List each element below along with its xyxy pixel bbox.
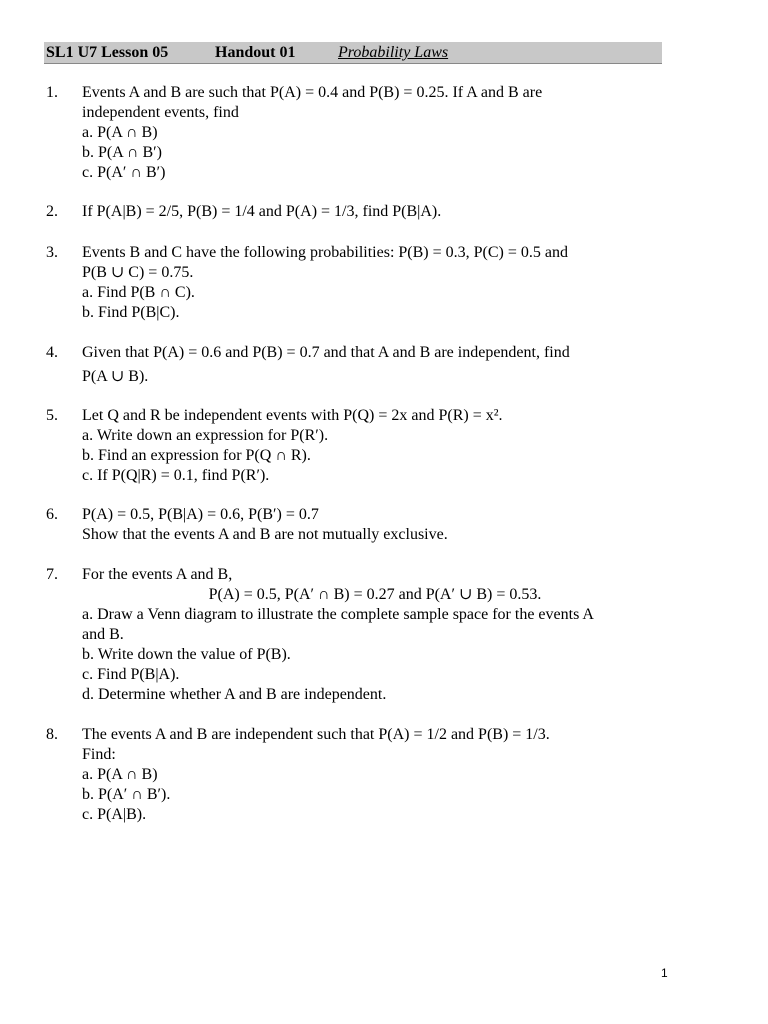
question-number: 7.	[46, 566, 58, 583]
handout-header	[44, 42, 662, 64]
question-number: 6.	[46, 506, 58, 523]
question-part: c. P(A|B).	[82, 806, 147, 823]
question-part: b. Find an expression for P(Q ∩ R).	[82, 447, 311, 464]
question-part: a. Write down an expression for P(R′).	[82, 427, 329, 444]
question-part: d. Determine whether A and B are independent.	[82, 686, 387, 703]
question-line: For the events A and B,	[82, 566, 233, 583]
question-part: and B.	[82, 626, 124, 643]
question-number: 8.	[46, 726, 58, 743]
question-line: Events B and C have the following probabilities: P(B) = 0.3, P(C) = 0.5 and	[82, 244, 568, 261]
question-line: P(B ∪ C) = 0.75.	[82, 264, 194, 281]
question-part: c. If P(Q|R) = 0.1, find P(R′).	[82, 467, 270, 484]
question-part: b. P(A′ ∩ B′).	[82, 786, 171, 803]
question-line: Let Q and R be independent events with P(Q) = 2x and P(R) = x².	[82, 407, 503, 424]
question-line: P(A ∪ B).	[82, 368, 149, 385]
question-part: c. Find P(B|A).	[82, 666, 180, 683]
lesson-code: SL1 U7 Lesson 05	[46, 44, 169, 61]
question-part: b. Find P(B|C).	[82, 304, 180, 321]
question-line: Show that the events A and B are not mutually exclusive.	[82, 526, 448, 543]
question-line: The events A and B are independent such that P(A) = 1/2 and P(B) = 1/3.	[82, 726, 550, 743]
page-number: 1	[661, 966, 668, 980]
question-line: Events A and B are such that P(A) = 0.4 and P(B) = 0.25. If A and B are	[82, 84, 543, 101]
question-number: 3.	[46, 244, 58, 261]
question-number: 5.	[46, 407, 58, 424]
question-part: a. Find P(B ∩ C).	[82, 284, 195, 301]
question-part: c. P(A′ ∩ B′)	[82, 164, 166, 181]
question-number: 4.	[46, 344, 58, 361]
question-line: If P(A|B) = 2/5, P(B) = 1/4 and P(A) = 1/3, find P(B|A).	[82, 203, 442, 220]
question-line: P(A) = 0.5, P(B|A) = 0.6, P(B′) = 0.7	[82, 506, 319, 523]
question-given-values: P(A) = 0.5, P(A′ ∩ B) = 0.27 and P(A′ ∪ B) = 0.53.	[208, 586, 542, 603]
question-line: independent events, find	[82, 104, 239, 121]
question-part: b. Write down the value of P(B).	[82, 646, 291, 663]
question-part: a. P(A ∩ B)	[82, 766, 158, 783]
handout-topic: Probability Laws	[338, 44, 449, 61]
question-line: Given that P(A) = 0.6 and P(B) = 0.7 and that A and B are independent, find	[82, 344, 570, 361]
question-line: Find:	[82, 746, 116, 763]
question-part: b. P(A ∩ B′)	[82, 144, 162, 161]
question-number: 1.	[46, 84, 58, 101]
question-number: 2.	[46, 203, 58, 220]
handout-label: Handout 01	[215, 44, 296, 61]
question-part: a. P(A ∩ B)	[82, 124, 158, 141]
question-part: a. Draw a Venn diagram to illustrate the complete sample space for the events A	[82, 606, 594, 623]
